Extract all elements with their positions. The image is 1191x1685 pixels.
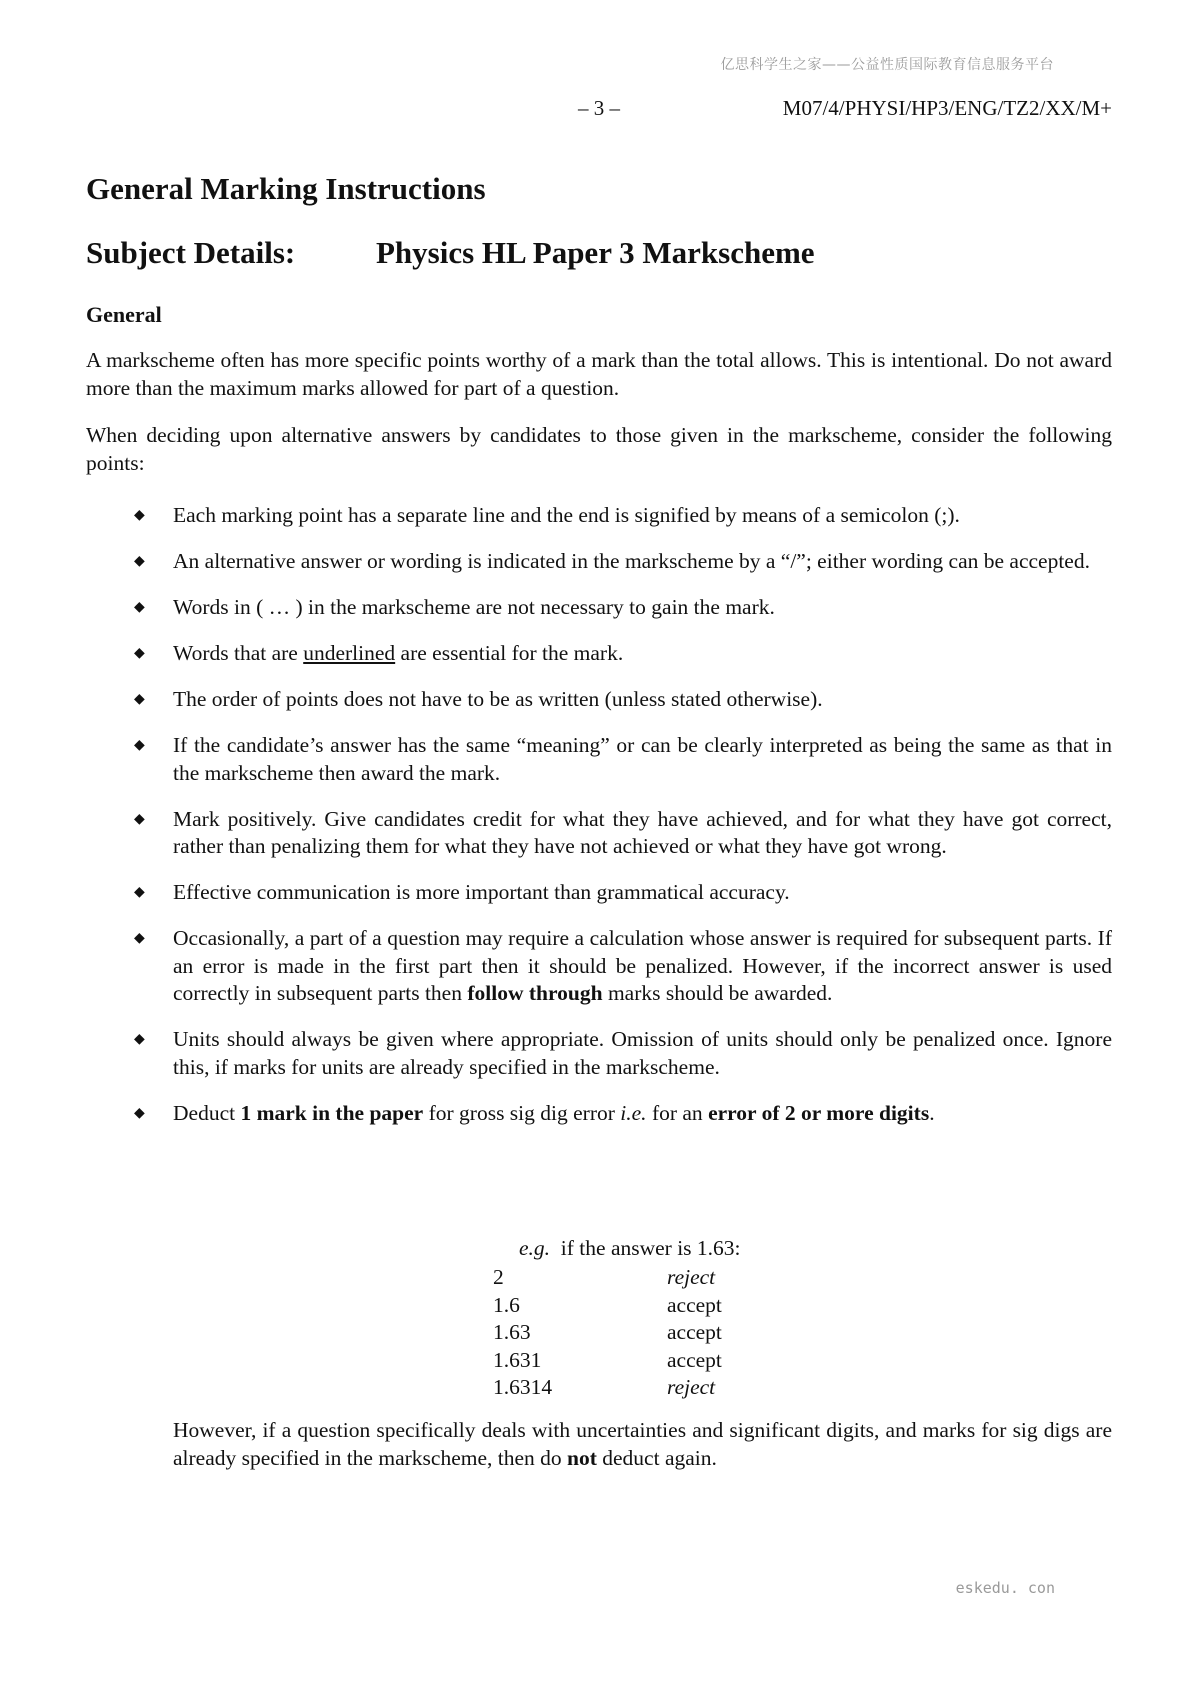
list-item	[86, 1100, 1112, 1128]
table-row	[493, 1264, 722, 1292]
diamond-bullet-icon: ◆	[134, 1032, 145, 1047]
diamond-bullet-icon: ◆	[134, 1105, 145, 1121]
diamond-bullet-icon: ◆	[134, 600, 145, 615]
list-item	[86, 686, 1112, 714]
list-item	[86, 502, 1112, 530]
sig-dig-example-table	[493, 1264, 722, 1402]
subject-value: Physics HL Paper 3 Markscheme	[376, 235, 815, 270]
page-number: – 3 –	[578, 96, 620, 120]
example-value: 2	[493, 1265, 504, 1289]
diamond-bullet-icon: ◆	[134, 692, 145, 707]
list-item-text: Occasionally, a part of a question may require a calculation whose answer is required for subsequent parts. If an error is made in the first part then it should be penalized. However, if the incorrect answer is used correctly in subsequent parts then	[173, 926, 1112, 1005]
list-item	[86, 925, 1112, 1008]
list-item-text: An alternative answer or wording is indicated in the markscheme by a “/”; either wording can be accepted.	[173, 549, 1090, 573]
general-paragraph-2: When deciding upon alternative answers by candidates to those given in the markscheme, consider the following points:	[86, 423, 1112, 475]
bold-term: error of 2 or more digits	[708, 1100, 930, 1125]
list-item-text: Words that are	[173, 641, 304, 665]
watermark-top: 亿思科学生之家——公益性质国际教育信息服务平台	[720, 57, 1054, 73]
list-item	[86, 548, 1112, 576]
bold-term: follow through	[467, 981, 603, 1005]
watermark-bottom: eskedu. con	[955, 1579, 1055, 1597]
example-verdict	[667, 1374, 722, 1402]
list-item	[86, 879, 1112, 907]
verdict-reject: reject	[667, 1375, 716, 1399]
list-item-text: Units should always be given where appropriate. Omission of units should only be penalized once. Ignore this, if marks for units are already specified in the markscheme.	[173, 1027, 1112, 1079]
italic-term: i.e.	[620, 1100, 647, 1125]
page-title: General Marking Instructions	[86, 171, 486, 206]
general-paragraph-1: A markscheme often has more specific points worthy of a mark than the total allows. This is intentional. Do not award more than the maximum marks allowed for part of a question.	[86, 348, 1112, 400]
eg-abbrev: e.g.	[519, 1236, 551, 1260]
list-item	[86, 594, 1112, 622]
example-intro: if the answer is 1.63:	[550, 1236, 741, 1260]
example-verdict	[667, 1264, 722, 1292]
list-item-text: Effective communication is more important than grammatical accuracy.	[173, 880, 790, 904]
document-code: M07/4/PHYSI/HP3/ENG/TZ2/XX/M+	[782, 96, 1112, 120]
diamond-bullet-icon: ◆	[134, 931, 145, 946]
final-paragraph	[173, 1417, 1112, 1472]
bold-term: 1 mark in the paper	[240, 1100, 424, 1125]
diamond-bullet-icon: ◆	[134, 811, 145, 827]
table-row	[493, 1292, 722, 1320]
marking-points-list	[86, 502, 1112, 1146]
diamond-bullet-icon: ◆	[134, 508, 145, 523]
example-verdict: accept	[667, 1347, 722, 1372]
final-text: However, if a question specifically deals with uncertainties and significant digits, and marks for sig digs are already specified in the markscheme, then do	[173, 1418, 1112, 1470]
list-item	[86, 732, 1112, 787]
list-item-text: .	[929, 1100, 935, 1125]
list-item	[86, 640, 1112, 668]
table-row	[493, 1347, 722, 1375]
section-heading-general: General	[86, 302, 162, 327]
diamond-bullet-icon: ◆	[134, 738, 145, 753]
subject-label: Subject Details:	[86, 235, 296, 270]
example-value: 1.6	[493, 1292, 520, 1317]
example-value: 1.631	[493, 1347, 542, 1372]
example-value: 1.6314	[493, 1375, 553, 1399]
list-item-text: for gross sig dig error	[423, 1100, 621, 1125]
list-item-text: The order of points does not have to be as written (unless stated otherwise).	[173, 687, 823, 711]
example-value: 1.63	[493, 1320, 531, 1344]
example-verdict: accept	[667, 1292, 722, 1317]
underlined-term: underlined	[303, 641, 396, 665]
example-verdict: accept	[667, 1320, 722, 1344]
list-item-text: If the candidate’s answer has the same “meaning” or can be clearly interpreted as being the same as that in the markscheme then award the mark.	[173, 733, 1112, 785]
list-item-text: Deduct	[173, 1100, 241, 1125]
list-item	[86, 806, 1112, 861]
diamond-bullet-icon: ◆	[134, 554, 145, 569]
list-item	[86, 1026, 1112, 1081]
bold-term: not	[567, 1445, 597, 1470]
diamond-bullet-icon: ◆	[134, 885, 145, 900]
list-item-text: are essential for the mark.	[395, 641, 624, 665]
list-item-text: Words in ( … ) in the markscheme are not necessary to gain the mark.	[173, 595, 775, 619]
list-item-text: Mark positively. Give candidates credit for what they have achieved, and for what they have got correct, rather than penalizing them for what they have not achieved or what they have got wrong.	[173, 806, 1112, 858]
diamond-bullet-icon: ◆	[134, 646, 145, 661]
final-text: deduct again.	[596, 1445, 717, 1470]
list-item-text: marks should be awarded.	[602, 981, 833, 1005]
example-heading	[519, 1236, 741, 1261]
list-item-text: Each marking point has a separate line and the end is signified by means of a semicolon (;).	[173, 503, 960, 527]
table-row	[493, 1374, 722, 1402]
list-item-text: for an	[646, 1100, 709, 1125]
verdict-reject: reject	[667, 1265, 716, 1289]
table-row	[493, 1319, 722, 1347]
